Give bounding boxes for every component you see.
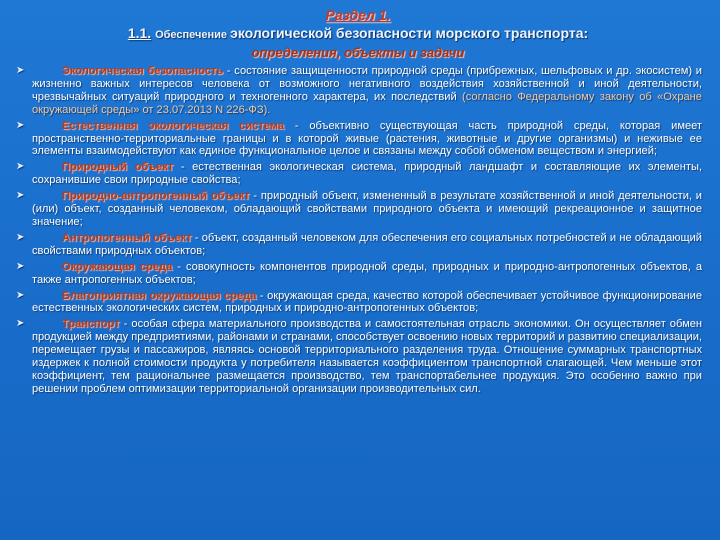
page-subtitle: определения, объекты и задачи [251,45,465,60]
definition-text: - объективно существующая часть природной среды, которая имеет пространственно-территориальные границы и в которой живые (растения, животные и другие организмы) и неживые ее элементы взаимодействуют как единое функциональное целое и связаны между собой обменом веществом и энергией; [32,119,702,158]
definition-term: Транспорт [62,318,120,331]
arrow-bullet-icon: ➤ [16,260,25,272]
definition-term: Благоприятная окружающая среда [62,289,257,302]
section-title: Раздел 1. [325,7,391,23]
definition-term: Природно-антропогенный объект [62,190,250,203]
definition-term: Окружающая среда [62,260,173,273]
definition-text: - состояние защищенности природной среды (прибрежных, шельфовых и др. экосистем) и жизненно важных интересов человека от возможного негативного воздействия хозяйственной и иной деятельности, чрезвычайных ситуаций природного и техногенного характера, их последствий [32,65,702,103]
arrow-bullet-icon: ➤ [16,289,25,301]
arrow-bullet-icon: ➤ [16,231,25,243]
definition-term: Естественная экологическая система [62,119,285,132]
definition-text: - природный объект, измененный в результате хозяйственной и иной деятельности, и (или) объект, созданный человеком, обладающий свойствами природного объекта и имеющий рекреационное и защитное значение; [32,190,702,228]
list-item [14,120,702,159]
definition-text: - совокупность компонентов природной среды, природных и природно-антропогенных объектов, а также антропогенных объектов; [32,260,703,286]
law-reference: (согласно Федеральному закону об «Охране окружающей среды» от 23.07.2013 N 226-ФЗ). [32,90,702,116]
definition-text: - естественная экологическая система, природный ландшафт и составляющие их элементы, сохранившие свои природные свойства; [32,161,702,187]
header [14,6,702,61]
arrow-bullet-icon: ➤ [16,190,25,202]
list-item [14,190,702,229]
arrow-bullet-icon: ➤ [16,161,25,173]
definitions-list [14,65,702,396]
arrow-bullet-icon: ➤ [16,119,25,131]
list-item [14,318,702,395]
definition-text: - особая сфера материального производства и самостоятельная отрасль экономики. Он осуществляет обмен продукцией между предприятиями, районами и странами, способствует освоению новых территорий и развитию специализации, перемещает грузы и пассажиров, являясь основой территориального разделения труда. Отношение суммарных транспортных издержек к полной стоимости продукта у потребителя называется коэффициентом транспортной слагающей. Чем меньше этот коэффициент, тем рациональнее размещается производство, тем транспортабельнее продукция. Это особенно важно при решении проблем оптимизации территориальной организации производительных сил. [32,318,702,395]
arrow-bullet-icon: ➤ [16,65,25,76]
definition-term: Антропогенный объект [62,231,192,244]
title-main: экологической безопасности морского транспорта: [230,25,589,41]
list-item [14,161,702,187]
definition-term: Природный объект [62,161,174,174]
list-item [14,232,702,258]
definition-term: Экологическая безопасность [62,65,224,77]
arrow-bullet-icon: ➤ [16,318,25,330]
list-item [14,290,702,316]
list-item [14,261,702,287]
title-number: 1.1. [127,25,152,41]
title-prefix: Обеспечение [155,29,231,41]
list-item [14,65,702,117]
definition-text: - объект, созданный человеком для обеспечения его социальных потребностей и не обладающий свойствами природных объектов; [32,231,702,257]
definition-text: - окружающая среда, качество которой обеспечивает устойчивое функционирование естественных экологических систем, природных и природно-антропогенных объектов; [32,289,703,315]
page-title [14,24,702,44]
